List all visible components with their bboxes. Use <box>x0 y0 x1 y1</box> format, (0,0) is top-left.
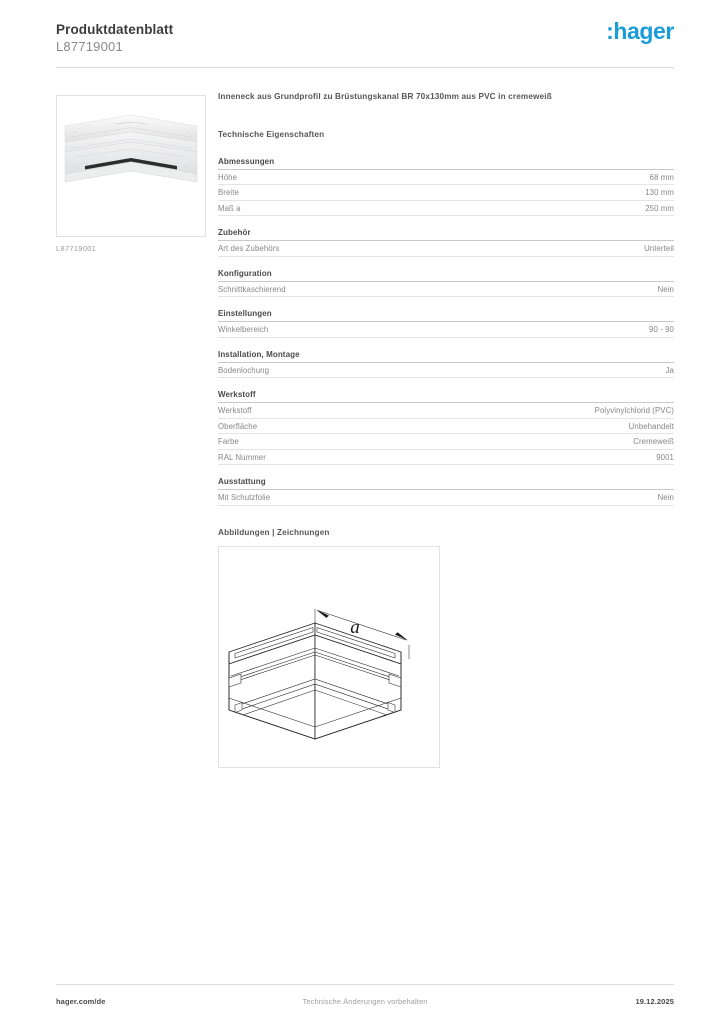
spec-value: Unbehandelt <box>628 421 674 431</box>
spec-value: 68 mm <box>649 172 674 182</box>
drawings-section-title: Abbildungen | Zeichnungen <box>218 527 330 537</box>
spec-label: Mit Schutzfolie <box>218 493 271 503</box>
spec-section-title: Technische Eigenschaften <box>218 129 325 139</box>
technical-drawing-image <box>219 547 437 765</box>
table-row <box>218 450 674 466</box>
spec-label: Höhe <box>218 172 238 182</box>
spec-label: Bodenlochung <box>218 365 270 375</box>
footer-disclaimer: Technische Änderungen vorbehalten <box>302 997 428 1006</box>
product-reference: L87719001 <box>56 39 123 54</box>
product-photo-image <box>57 96 205 236</box>
table-row <box>218 282 674 298</box>
footer-website-link[interactable]: hager.com/de <box>56 997 106 1006</box>
spec-label: Maß a <box>218 203 241 213</box>
spec-value: 250 mm <box>645 203 674 213</box>
spec-label: Art des Zubehörs <box>218 244 280 254</box>
table-row <box>218 201 674 217</box>
spec-value: Nein <box>657 284 674 294</box>
table-row <box>218 363 674 379</box>
technical-drawing <box>218 546 440 768</box>
spec-value: Nein <box>657 493 674 503</box>
spec-group <box>218 269 674 298</box>
page-title: Produktdatenblatt <box>56 22 174 37</box>
spec-group-title: Zubehör <box>218 228 674 241</box>
hager-logo: :hager <box>606 18 674 44</box>
product-photo-caption: L87719001 <box>56 244 97 253</box>
spec-label: RAL Nummer <box>218 452 266 462</box>
spec-value: Polyvinylchlorid (PVC) <box>594 406 674 416</box>
dimension-arrow-right <box>395 632 408 640</box>
table-row <box>218 434 674 450</box>
table-row <box>218 490 674 506</box>
footer-date: 19.12.2025 <box>635 997 674 1006</box>
spec-group <box>218 350 674 379</box>
product-photo <box>56 95 206 237</box>
spec-label: Werkstoff <box>218 406 252 416</box>
spec-group <box>218 309 674 338</box>
main-content <box>218 92 674 768</box>
table-row <box>218 322 674 338</box>
spec-label: Farbe <box>218 437 239 447</box>
spec-group-title: Installation, Montage <box>218 350 674 363</box>
table-row <box>218 403 674 419</box>
spec-value: 130 mm <box>645 188 674 198</box>
spec-label: Winkelbereich <box>218 325 269 335</box>
spec-value: 9001 <box>656 452 674 462</box>
spec-group <box>218 157 674 217</box>
spec-value: Ja <box>665 365 674 375</box>
table-row <box>218 419 674 435</box>
table-row <box>218 185 674 201</box>
product-description: Inneneck aus Grundprofil zu Brüstungskanal BR 70x130mm aus PVC in cremeweiß <box>218 92 552 101</box>
table-row <box>218 170 674 186</box>
spec-group <box>218 390 674 465</box>
spec-group-title: Ausstattung <box>218 477 674 490</box>
spec-label: Schnittkaschierend <box>218 284 286 294</box>
spec-group <box>218 477 674 506</box>
spec-group <box>218 228 674 257</box>
spec-group-title: Werkstoff <box>218 390 674 403</box>
specification-table <box>218 157 674 506</box>
footer-divider <box>56 984 674 985</box>
spec-value: Cremeweiß <box>633 437 674 447</box>
spec-group-title: Abmessungen <box>218 157 674 170</box>
table-row <box>218 241 674 257</box>
header-divider <box>56 67 674 68</box>
page-header <box>0 0 724 68</box>
page-footer <box>56 997 674 1011</box>
spec-label: Oberfläche <box>218 421 258 431</box>
dimension-label-a: a <box>350 616 360 638</box>
spec-group-title: Einstellungen <box>218 309 674 322</box>
spec-value: Unterteil <box>644 244 674 254</box>
spec-group-title: Konfiguration <box>218 269 674 282</box>
spec-value: 90 - 90 <box>649 325 674 335</box>
spec-label: Breite <box>218 188 239 198</box>
